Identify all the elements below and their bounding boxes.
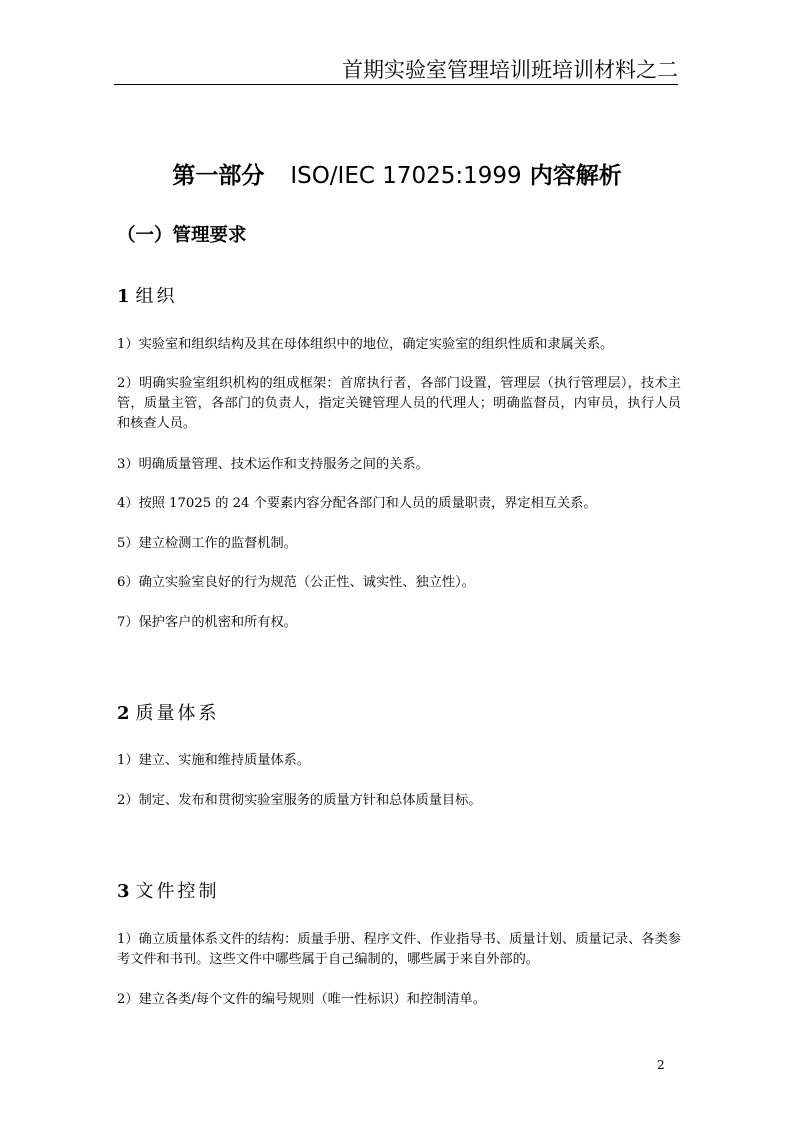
clause-number: 2 — [117, 703, 130, 724]
clause-2-item-1: 1）建立、实施和维持质量体系。 — [117, 753, 311, 768]
clause-heading-organization — [117, 284, 178, 310]
clause-number: 3 — [117, 881, 130, 902]
page-number: 2 — [657, 1058, 665, 1072]
clause-title: 质量体系 — [135, 703, 220, 724]
header-title: 首期实验室管理培训班培训材料之二 — [342, 58, 678, 82]
clause-1-item-3: 3）明确质量管理、技术运作和支持服务之间的关系。 — [117, 457, 429, 472]
clause-1-item-4: 4）按照 17025 的 24 个要素内容分配各部门和人员的质量职责，界定相互关系。 — [117, 496, 597, 511]
clause-heading-quality-system — [117, 701, 220, 727]
part-standard: ISO/IEC 17025:1999 — [290, 163, 522, 189]
clause-title: 组织 — [135, 286, 178, 307]
clause-1-item-2: 2）明确实验室组织机构的组成框架：首席执行者，各部门设置，管理层（执行管理层），技术主管，质量主管，各部门的负责人，指定关键管理人员的代理人；明确监督员，内审员，执行人员和核查人员。 — [117, 376, 681, 431]
part-label: 第一部分 — [172, 163, 265, 189]
clause-title: 文件控制 — [135, 881, 220, 902]
clause-number: 1 — [117, 286, 130, 307]
clause-1-item-1: 1）实验室和组织结构及其在母体组织中的地位，确定实验室的组织性质和隶属关系。 — [117, 337, 614, 352]
clause-3-item-2: 2）建立各类/每个文件的编号规则（唯一性标识）和控制清单。 — [117, 992, 486, 1007]
clause-1-item-7: 7）保护客户的机密和所有权。 — [117, 615, 297, 630]
clause-1-item-5: 5）建立检测工作的监督机制。 — [117, 536, 297, 551]
clause-heading-document-control — [117, 879, 220, 905]
clause-2-item-2: 2）制定、发布和贯彻实验室服务的质量方针和总体质量目标。 — [117, 793, 482, 808]
section-heading: （一）管理要求 — [117, 225, 247, 246]
part-title — [0, 160, 794, 192]
clause-1-item-6: 6）确立实验室良好的行为规范（公正性、诚实性、独立性）。 — [117, 575, 475, 590]
clause-3-item-1: 1）确立质量体系文件的结构：质量手册、程序文件、作业指导书、质量计划、质量记录、各类参考文件和书刊。这些文件中哪些属于自己编制的，哪些属于来自外部的。 — [117, 932, 681, 967]
header-rule — [114, 84, 678, 85]
part-subject: 内容解析 — [529, 163, 622, 189]
